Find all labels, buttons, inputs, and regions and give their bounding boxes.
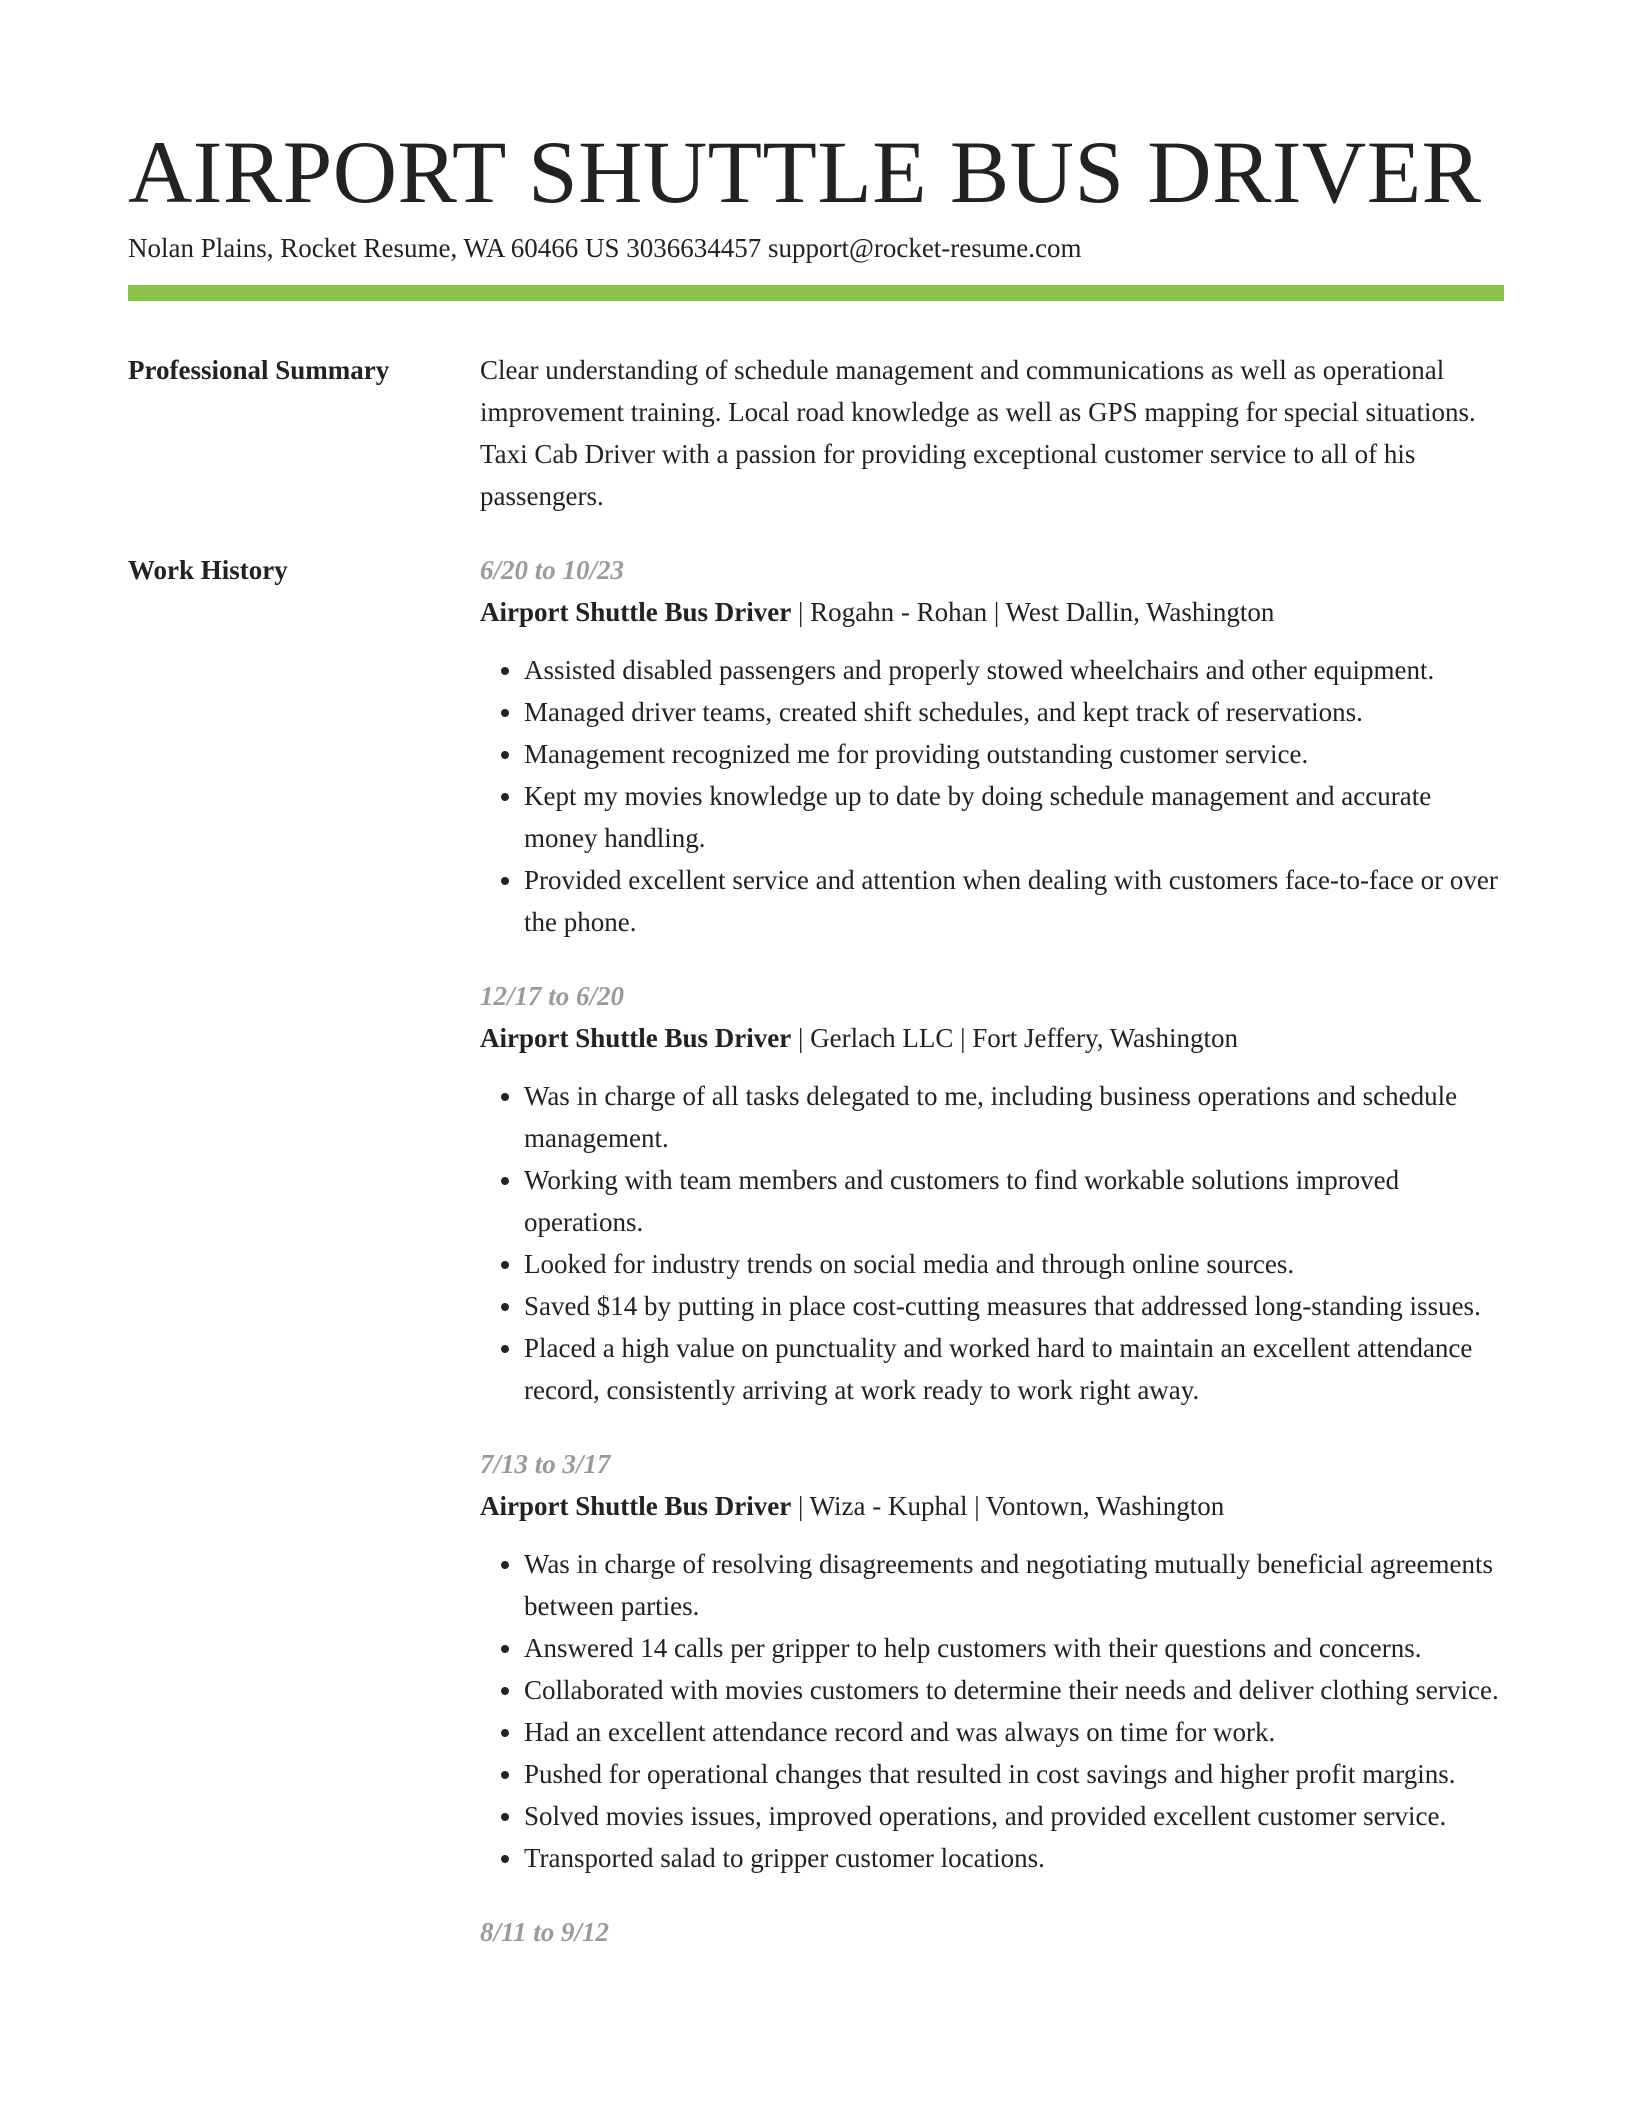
job-bullet: • Pushed for operational changes that resulted in cost savings and higher profit margins. <box>524 1753 1504 1795</box>
job-dates: 7/13 to 3/17 <box>480 1449 611 1479</box>
job-bullet-list <box>480 1543 1504 1879</box>
job-employer-location: | Rogahn - Rohan | West Dallin, Washington <box>791 597 1275 627</box>
section-label-work-history: Work History <box>128 555 288 585</box>
job-title: Airport Shuttle Bus Driver <box>480 1023 792 1053</box>
job-bullet: • Was in charge of resolving disagreements and negotiating mutually beneficial agreements between parties. <box>524 1543 1504 1627</box>
resume-sections <box>128 349 1504 1985</box>
job-dates: 6/20 to 10/23 <box>480 555 625 585</box>
job-bullet: • Solved movies issues, improved operations, and provided excellent customer service. <box>524 1795 1504 1837</box>
resume-title: AIRPORT SHUTTLE BUS DRIVER <box>128 124 1482 222</box>
job-bullet: • Kept my movies knowledge up to date by doing schedule management and accurate money handling. <box>524 775 1504 859</box>
section-label-summary: Professional Summary <box>128 355 390 385</box>
job-dates: 12/17 to 6/20 <box>480 981 625 1011</box>
job-bullet: • Managed driver teams, created shift schedules, and kept track of reservations. <box>524 691 1504 733</box>
job-entry <box>480 549 1504 943</box>
job-bullet: • Answered 14 calls per gripper to help customers with their questions and concerns. <box>524 1627 1504 1669</box>
job-employer-location: | Gerlach LLC | Fort Jeffery, Washington <box>791 1023 1239 1053</box>
job-bullet: • Working with team members and customers to find workable solutions improved operations. <box>524 1159 1504 1243</box>
job-header <box>480 1485 1504 1527</box>
summary-text: Clear understanding of schedule management and communications as well as operational improvement training. Local road knowledge as well as GPS mapping for special situations. Taxi Cab Driver with a passion for providing exceptional customer service to all of his passengers. <box>480 355 1476 511</box>
job-title: Airport Shuttle Bus Driver <box>480 597 792 627</box>
job-bullet-list <box>480 649 1504 943</box>
job-bullet: • Assisted disabled passengers and properly stowed wheelchairs and other equipment. <box>524 649 1504 691</box>
job-bullet: • Management recognized me for providing outstanding customer service. <box>524 733 1504 775</box>
job-employer-location: | Wiza - Kuphal | Vontown, Washington <box>791 1491 1225 1521</box>
job-entry <box>480 1911 1504 1953</box>
job-dates: 8/11 to 9/12 <box>480 1917 610 1947</box>
job-bullet: • Transported salad to gripper customer locations. <box>524 1837 1504 1879</box>
job-bullet: • Had an excellent attendance record and was always on time for work. <box>524 1711 1504 1753</box>
job-bullet: • Collaborated with movies customers to determine their needs and deliver clothing service. <box>524 1669 1504 1711</box>
job-bullet: • Was in charge of all tasks delegated to me, including business operations and schedule management. <box>524 1075 1504 1159</box>
work-history-section <box>128 549 1504 1985</box>
job-header <box>480 591 1504 633</box>
contact-line: Nolan Plains, Rocket Resume, WA 60466 US 3036634457 support@rocket-resume.com <box>128 233 1082 263</box>
job-entry <box>480 975 1504 1411</box>
job-title: Airport Shuttle Bus Driver <box>480 1491 792 1521</box>
job-bullet: • Placed a high value on punctuality and worked hard to maintain an excellent attendance record, consistently arriving at work ready to work right away. <box>524 1327 1504 1411</box>
job-bullet: • Provided excellent service and attention when dealing with customers face-to-face or over the phone. <box>524 859 1504 943</box>
work-history-body <box>480 549 1504 1985</box>
summary-body <box>480 349 1504 517</box>
job-bullet: • Saved $14 by putting in place cost-cutting measures that addressed long-standing issues. <box>524 1285 1504 1327</box>
professional-summary-section <box>128 349 1504 517</box>
job-header <box>480 1017 1504 1059</box>
job-bullet: • Looked for industry trends on social media and through online sources. <box>524 1243 1504 1285</box>
accent-divider <box>128 285 1504 301</box>
job-bullet-list <box>480 1075 1504 1411</box>
job-entry <box>480 1443 1504 1879</box>
